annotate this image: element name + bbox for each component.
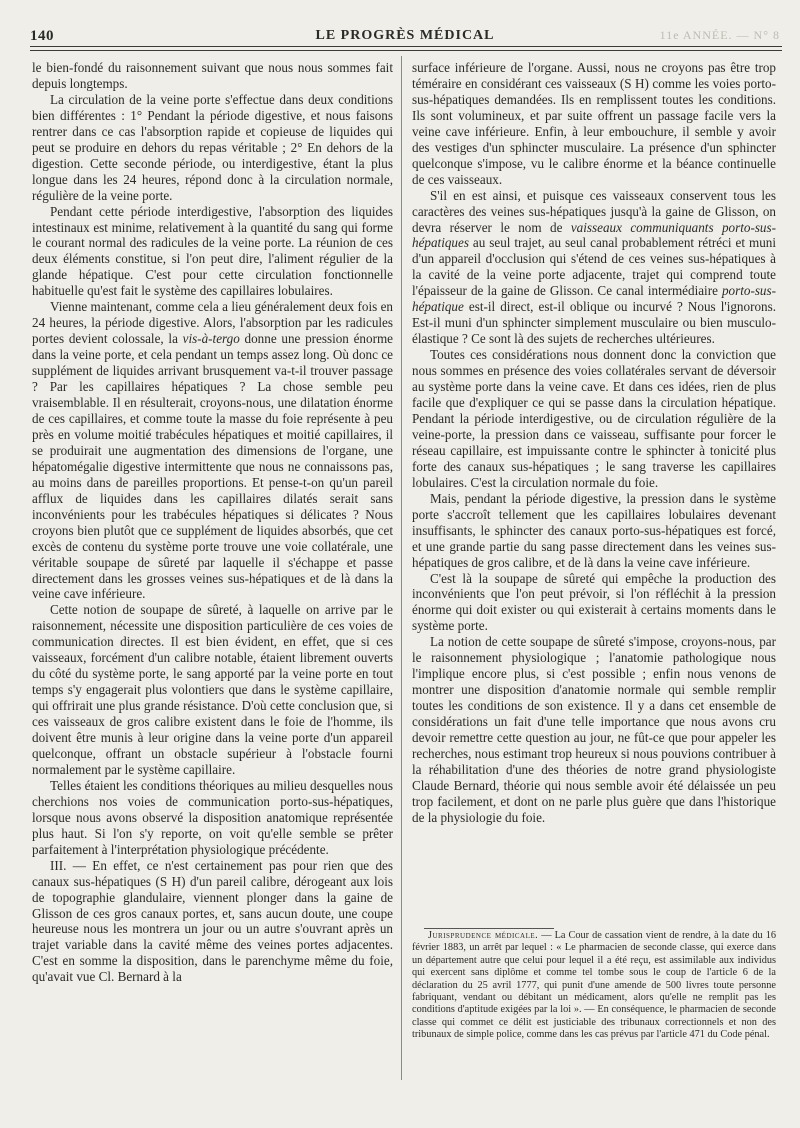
header-rule-thin bbox=[30, 50, 782, 51]
footnote bbox=[412, 930, 776, 1042]
page-header bbox=[30, 26, 780, 46]
bleed-through-header: 11e ANNÉE. — N° 8 bbox=[659, 28, 780, 42]
paragraph: La notion de cette soupape de sûreté s'impose, croyons-nous, par le raisonnement physiologique ; l'anatomie pathologique nous l'implique encore plus, si c'est possible ; enfin nous venons de montrer une disposition d'anatomie normale qui semble remplir toutes les conditions de son existence. Il y a dans cet ensemble de considérations un fait d'une telle importance que nous avons cru devoir remettre cette question au jour, ne fût-ce que pour appeler les recherches, nous estimant trop heureux si nous pouvions contribuer à la réhabilitation d'une des théories de notre grand physiologiste Claude Bernard, théorie qui nous semble avoir été délaissée un peu trop facilement, et dont on ne parle plus guère que dans l'historique de la physiologie du foie. bbox=[412, 634, 776, 825]
paragraph: Cette notion de soupape de sûreté, à laquelle on arrive par le raisonnement, nécessite une disposition particulière de ces voies de communication directes. Il est bien évident, en effet, que si ces vaisseaux, forcément d'un calibre notable, étaient librement ouverts du côté du système porte, le sang apporté par la veine porte en tout temps s'y engagerait plus volontiers que dans le système capillaire, qui offrirait une plus grande résistance. D'où cette conclusion que, si ces vaisseaux de gros calibre existent dans le foie de l'homme, ils doivent être munis à leur origine dans la veine porte d'un appareil quelconque, offrant un obstacle supérieur à l'obstacle fourni normalement par le système capillaire. bbox=[32, 602, 393, 777]
left-column bbox=[32, 60, 393, 985]
paragraph: La circulation de la veine porte s'effectue dans deux conditions bien différentes : 1° Pendant la période digestive, et nous faisons rentrer dans ce cas l'absorption rapide et copieuse de liquides qui peut se produire en dehors du repas véritable ; 2° En dehors de la digestion. Cette seconde période, ou interdigestive, étant la plus longue dans les 24 heures, répond donc à la circulation normale, régulière de la veine porte. bbox=[32, 91, 393, 203]
paragraph: Telles étaient les conditions théoriques au milieu desquelles nous cherchions nos voies de communication porto-sus-hépatiques, lorsque nous avons observé la disposition anatomique représentée plus haut. Si l'on s'y reporte, on voit qu'elle semble se prêter parfaitement à l'interprétation physiologique précédente. bbox=[32, 777, 393, 857]
page-number: 140 bbox=[30, 28, 54, 44]
paragraph: Pendant cette période interdigestive, l'absorption des liquides intestinaux est minime, relativement à la quantité du sang qui forme le courant normal des radicules de la veine porte. La réunion de ces deux éléments constitue, si l'on peut dire, l'aliment régulier de la glande hépatique. C'est pour cette circulation fonctionnelle habituelle qu'est fait le système des capillaires lobulaires. bbox=[32, 203, 393, 299]
footnote-rule bbox=[424, 928, 554, 929]
paragraph: III. — En effet, ce n'est certainement pas pour rien que des canaux sus-hépatiques (S H) d'un pareil calibre, dérogeant aux lois de topographie glandulaire, viennent plonger dans la gaine de Glisson de ces gros canaux portes, et, sans aucun doute, une coupe heureuse nous les montrera un jour ou un autre s'ouvrant après un trajet variable dans la cavité même des veines portes adjacentes. C'est en somme la disposition, dans le parenchyme même du foie, qu'avait vue Cl. Bernard à la bbox=[32, 857, 393, 985]
paragraph: Vienne maintenant, comme cela a lieu généralement deux fois en 24 heures, la période digestive. Alors, l'absorption par les radicules portes devient colossale, la vis-à-tergo donne une pression énorme dans la veine porte, et cela pendant un temps assez long. Où donc ce supplément de liquides arrivant brusquement va-t-il trouver passage ? Par les capillaires hépatiques ? La chose semble peu vraisemblable. Il en résulterait, croyons-nous, une dilatation énorme de ces capillaires, et comme toute la masse du foie représente à peu près en volume moitié trabécules hépatiques et moitié capillaires, il se produirait une augmentation des dimensions de l'organe, une hépatomégalie digestive intermittente que nous ne connaissons pas, au moins dans de pareilles proportions. Et pense-t-on qu'un pareil afflux de liquides dans les capillaires dilatés serait sans inconvénients pour les trabécules hépatiques si délicates ? Nous croyons bien plutôt que ce supplément de liquides absorbés, que cet excès de contenu du système porte trouve une voie collatérale, une véritable soupape de sûreté par laquelle il s'échappe et passe directement dans les grosses veines sus-hépatiques et de là dans la veine cave inférieure. bbox=[32, 299, 393, 602]
header-rule bbox=[30, 46, 782, 47]
footnote-heading: Jurisprudence médicale. bbox=[428, 930, 539, 941]
italic-term: vis-à-tergo bbox=[182, 331, 240, 347]
journal-title: LE PROGRÈS MÉDICAL bbox=[315, 28, 495, 43]
column-divider bbox=[401, 56, 402, 1080]
paragraph: C'est là la soupape de sûreté qui empêche la production des inconvénients que l'on peut prévoir, si l'on réfléchit à la pression énorme qui doit exister ou qui existerait à certains moments dans le système porte. bbox=[412, 570, 776, 634]
paragraph: surface inférieure de l'organe. Aussi, nous ne croyons pas être trop téméraire en considérant ces vaisseaux (S H) comme les voies porto-sus-hépatiques demandées. Ils en remplissent toutes les conditions. Ils sont volumineux, et par suite offrent un passage facile vers la veine cave inférieure. Enfin, à leur embouchure, il semble y avoir des vestiges d'un sphincter musculaire. La présence d'un sphincter quelconque s'impose, vu le calibre énorme et la béance continuelle de ces vaisseaux. bbox=[412, 60, 776, 187]
italic-term: vaisseaux communiquants porto-sus-hépatiques bbox=[412, 219, 776, 251]
italic-term: porto-sus-hépatique bbox=[412, 283, 776, 315]
right-column bbox=[412, 60, 776, 826]
paragraph: le bien-fondé du raisonnement suivant que nous nous sommes fait depuis longtemps. bbox=[32, 60, 393, 91]
footnote-text: — La Cour de cassation vient de rendre, à la date du 16 février 1883, un arrêt par lequel : « Le pharmacien de seconde classe, qui exerce dans un département autre que celui pour lequel il a été reçu, est assimilable aux individus qui exercent sans diplôme et comme tel tombe sous le coup de l'article 6 de la déclaration du 25 avril 1777, qui punit d'une amende de 500 livres toute personne fabriquant, vendant ou débitant un médicament, alors qu'elle ne remplit pas les conditions d'aptitude exigées par la loi ». — En conséquence, le pharmacien de seconde classe qui commet ce délit est justiciable des tribunaux correctionnels et non des tribunaux de simple police, comme dans les cas prévus par l'article 471 du Code pénal. bbox=[412, 930, 776, 1041]
paragraph: Mais, pendant la période digestive, la pression dans le système porte s'accroît tellement que les capillaires lobulaires devenant insuffisants, le sphincter des canaux porto-sus-hépatiques est forcé, et une grande partie du sang passe directement dans les veines sus-hépatiques de gros calibre, et de là dans la veine cave inférieure. bbox=[412, 490, 776, 570]
paragraph: S'il en est ainsi, et puisque ces vaisseaux conservent tous les caractères des veines sus-hépatiques jusqu'à la gaine de Glisson, on devra réserver le nom de vaisseaux communiquants porto-sus-hépatiques au seul trajet, au seul canal probablement rétréci et muni d'un appareil d'occlusion qui s'étend de ces veines sus-hépatiques à la cavité de la veine porte adjacente, trajet qui comprend toute l'épaisseur de la gaine de Glisson. Ce canal intermédiaire porto-sus-hépatique est-il direct, est-il oblique ou incurvé ? Nous l'ignorons. Est-il muni d'un sphincter simplement musculaire ou bien musculo-élastique ? Ce sont là des sujets de recherches ultérieures. bbox=[412, 187, 776, 347]
paragraph: Toutes ces considérations nous donnent donc la conviction que nous sommes en présence des voies collatérales servant de déversoir au système porte dans la veine cave. Et dans ces idées, rien de plus facile que d'expliquer ce qui se passe dans la circulation hépatique. Pendant la période interdigestive, ou de circulation régulière de la veine-porte, la pression dans ce vaisseau, suffisante pour forcer le réseau capillaire, est impuissante contre le sphincter à tonicité plus forte des canaux sus-hépatiques ; le sang traverse les capillaires lobulaires. C'est la circulation normale du foie. bbox=[412, 347, 776, 490]
